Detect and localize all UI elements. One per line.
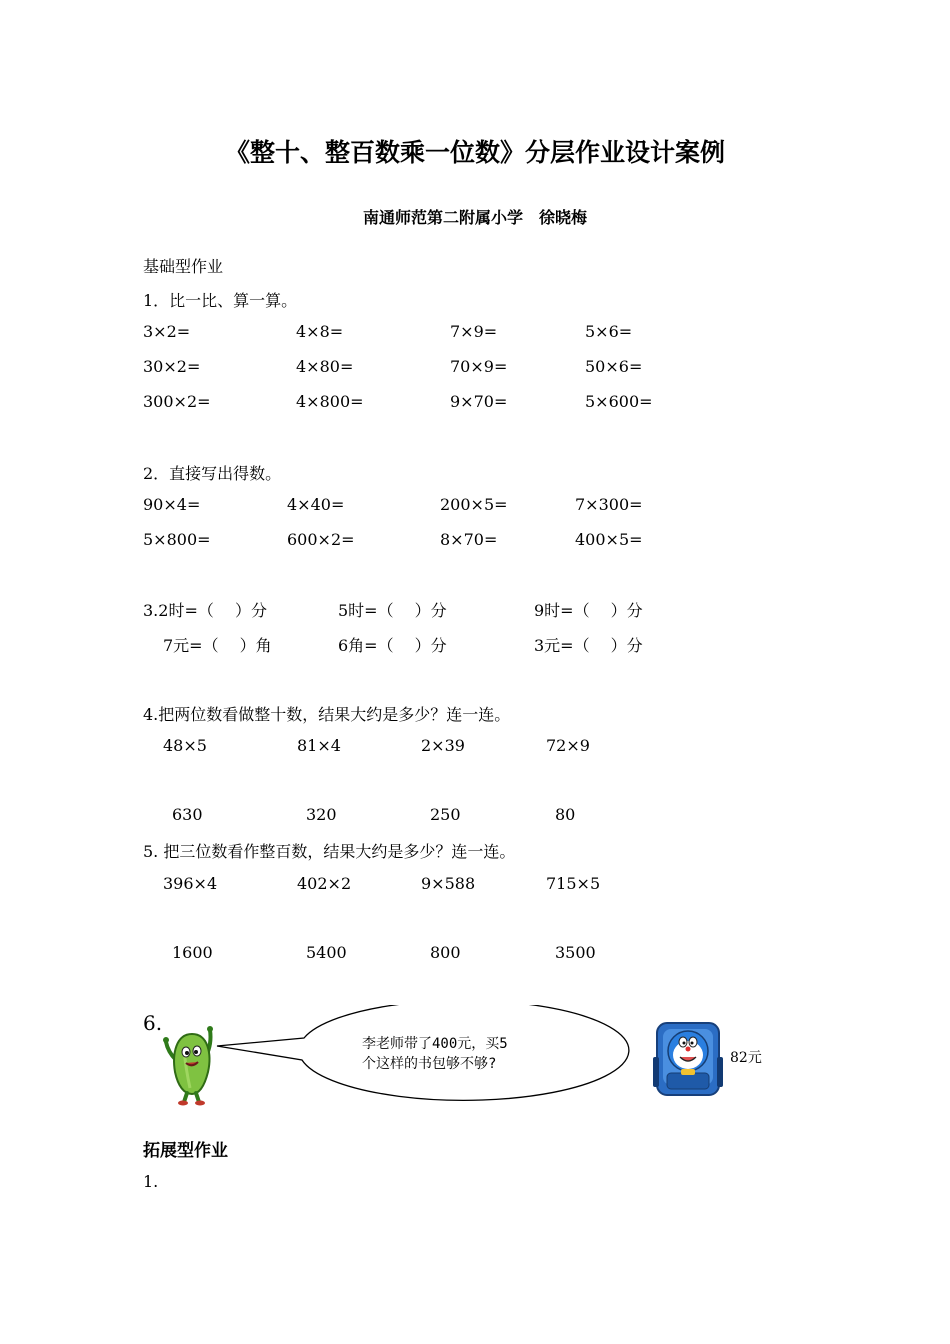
q1-label: 1．比一比、算一算。 <box>143 291 298 310</box>
q1-cell: 30×2= <box>143 357 201 376</box>
q5-expression: 9×588 <box>421 874 476 893</box>
q2-cell: 200×5= <box>440 495 508 514</box>
q4-label: 4.把两位数看做整十数，结果大约是多少？连一连。 <box>143 705 511 724</box>
q2-cell: 90×4= <box>143 495 201 514</box>
q2-cell: 400×5= <box>575 530 643 549</box>
q5-answer: 1600 <box>172 943 213 962</box>
q4-answer: 80 <box>555 805 576 824</box>
backpack-price: 82元 <box>730 1050 762 1066</box>
q5-expression: 715×5 <box>546 874 601 893</box>
q5-expression: 402×2 <box>297 874 352 893</box>
bubble-line-1: 李老师带了400元，买5 <box>362 1036 508 1052</box>
extended-heading: 拓展型作业 <box>143 1141 228 1161</box>
bubble-line-2: 个这样的书包够不够? <box>362 1056 497 1072</box>
author-line: 南通师范第二附属小学 徐晓梅 <box>362 208 587 227</box>
q1-cell: 4×80= <box>296 357 354 376</box>
q3-cell: 6角=（ ）分 <box>338 636 447 655</box>
q1-cell: 4×800= <box>296 392 364 411</box>
q5-answer: 5400 <box>306 943 347 962</box>
q2-cell: 600×2= <box>287 530 355 549</box>
q2-cell: 4×40= <box>287 495 345 514</box>
q5-expression: 396×4 <box>163 874 218 893</box>
q6-number: 6. <box>143 1011 163 1035</box>
q2-cell: 5×800= <box>143 530 211 549</box>
q2-cell: 8×70= <box>440 530 498 549</box>
q4-answer: 630 <box>172 805 203 824</box>
q1-cell: 5×6= <box>585 322 633 341</box>
q3-cell: 7元=（ ）角 <box>163 636 272 655</box>
q5-answer: 800 <box>430 943 461 962</box>
extended-item-1: 1. <box>143 1172 159 1191</box>
q4-expression: 2×39 <box>421 736 465 755</box>
q4-expression: 72×9 <box>546 736 590 755</box>
q1-cell: 4×8= <box>296 322 344 341</box>
q5-answer: 3500 <box>555 943 596 962</box>
q3-cell: 5时=（ ）分 <box>338 601 447 620</box>
q1-cell: 7×9= <box>450 322 498 341</box>
q3-cell: 9时=（ ）分 <box>534 601 643 620</box>
q3-cell: 3.2时=（ ）分 <box>143 601 267 620</box>
q5-label: 5. 把三位数看作整百数，结果大约是多少？连一连。 <box>143 842 516 861</box>
q1-cell: 70×9= <box>450 357 508 376</box>
basic-heading: 基础型作业 <box>143 257 224 276</box>
q2-cell: 7×300= <box>575 495 643 514</box>
q1-cell: 300×2= <box>143 392 211 411</box>
page-title: 《整十、整百数乘一位数》分层作业设计案例 <box>224 138 725 167</box>
q1-cell: 50×6= <box>585 357 643 376</box>
q1-cell: 3×2= <box>143 322 191 341</box>
backpack-icon <box>653 1017 723 1097</box>
q4-expression: 48×5 <box>163 736 207 755</box>
q1-cell: 9×70= <box>450 392 508 411</box>
q3-cell: 3元=（ ）分 <box>534 636 643 655</box>
q4-answer: 320 <box>306 805 337 824</box>
q4-answer: 250 <box>430 805 461 824</box>
q1-cell: 5×600= <box>585 392 653 411</box>
q4-expression: 81×4 <box>297 736 341 755</box>
q2-label: 2．直接写出得数。 <box>143 464 282 483</box>
